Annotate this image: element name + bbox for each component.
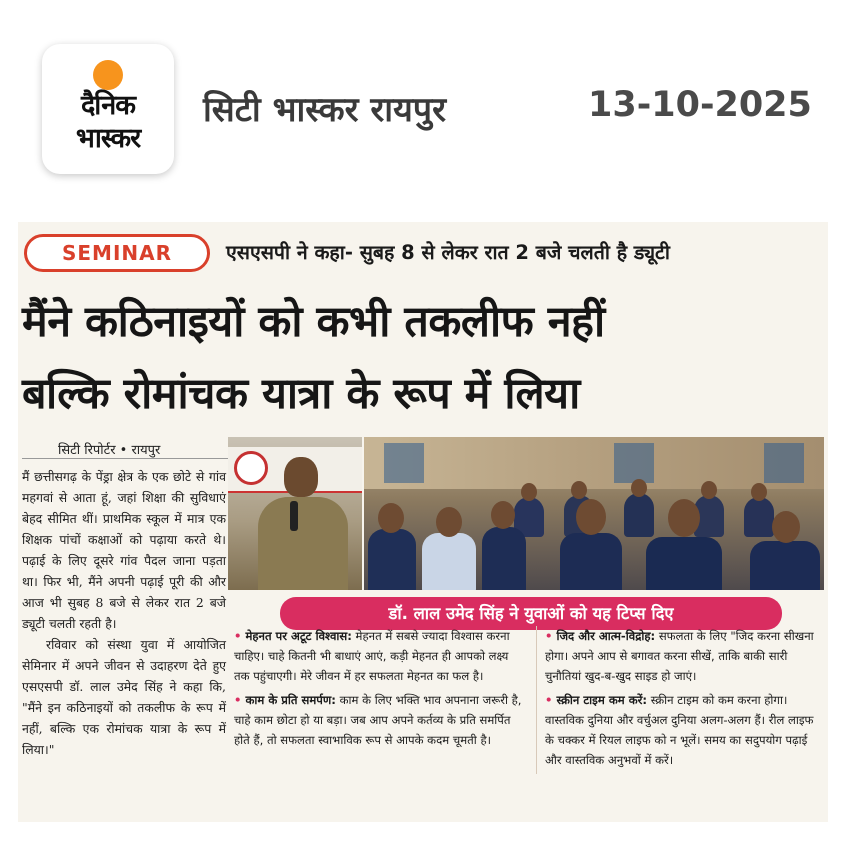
- tip-title: स्क्रीन टाइम कम करें:: [556, 693, 648, 707]
- logo-text-line1: दैनिक: [80, 90, 136, 121]
- tip-title: जिद और आत्म-विद्रोह:: [556, 629, 656, 643]
- tip-item: [234, 690, 524, 750]
- microphone-icon: [290, 501, 298, 531]
- body-paragraph-1: मैं छत्तीसगढ़ के पेंड्रा क्षेत्र के एक छोटे से गांव महगवां से आता हूं, जहां शिक्षा की सुविधाएं बेहद सीमित थीं। प्राथमिक स्कूल में मात्र एक शिक्षक पांचों कक्षाओं को पढ़ाया करते थे। पढ़ाई के लिए दूसरे गांव पैदल जाना पड़ता था। फिर भी, मैंने अपनी पढ़ाई पूरी की और आज भी सुबह 8 बजे से लेकर रात 2 बजे ड्यूटी चलती रहती है।: [22, 469, 226, 631]
- bullet-icon: •: [545, 693, 557, 707]
- byline-divider: [22, 458, 228, 459]
- bullet-icon: •: [234, 629, 246, 643]
- tips-column-right: [536, 626, 824, 774]
- audience-member: [482, 527, 526, 590]
- tip-text: मेहनत में सबसे ज्यादा विश्वास करना चाहिए। चाहे कितनी भी बाधाएं आएं, कड़ी मेहनत ही आपको लक्ष्य तक पहुंचाएगी। मेरे जीवन में हर सफलता मेहनत का फल है।: [234, 629, 510, 683]
- audience-head: [631, 479, 647, 497]
- audience-member: [368, 529, 416, 590]
- news-clipping: [18, 222, 828, 822]
- audience-head: [571, 481, 587, 499]
- window-shape: [764, 443, 804, 483]
- window-shape: [384, 443, 424, 483]
- publication-date: 13-10-2025: [588, 85, 812, 125]
- tips-heading-banner: डॉ. लाल उमेद सिंह ने युवाओं को यह टिप्स दिए: [280, 597, 782, 630]
- audience-member: [750, 541, 820, 590]
- tip-title: मेहनत पर अटूट विश्वास:: [245, 629, 352, 643]
- audience-head: [701, 481, 717, 499]
- audience-head: [576, 499, 606, 535]
- speaker-photo: [228, 437, 362, 590]
- audience-member: [624, 493, 654, 537]
- hall-wall: [364, 437, 824, 489]
- dainik-bhaskar-logo: [42, 44, 174, 174]
- tip-item: [234, 626, 524, 686]
- tip-text: स्क्रीन टाइम को कम करना होगा। वास्तविक दुनिया और वर्चुअल दुनिया अलग-अलग हैं। रील लाइफ के चक्कर में रियल लाइफ को न भूलें। समय का सदुपयोग पढ़ाई और वास्तविक अनुभवों में करें।: [545, 693, 814, 767]
- kicker-line: एसएसपी ने कहा- सुबह 8 से लेकर रात 2 बजे चलती है ड्यूटी: [226, 241, 670, 264]
- article-body: [22, 466, 226, 760]
- audience-head: [491, 501, 515, 529]
- audience-member: [422, 533, 476, 590]
- audience-member: [646, 537, 722, 590]
- headline-line-2: बल्कि रोमांचक यात्रा के रूप में लिया: [22, 369, 580, 419]
- audience-photo: [364, 437, 824, 590]
- logo-text-line2: भास्कर: [75, 123, 141, 154]
- officer-head: [284, 457, 318, 497]
- bullet-icon: •: [545, 629, 557, 643]
- audience-member: [560, 533, 622, 590]
- bullet-icon: •: [234, 693, 246, 707]
- audience-head: [668, 499, 700, 537]
- emblem-icon: [234, 451, 268, 485]
- byline: सिटी रिपोर्टर • रायपुर: [58, 443, 161, 458]
- tip-title: काम के प्रति समर्पण:: [245, 693, 336, 707]
- audience-head: [772, 511, 800, 543]
- audience-head: [436, 507, 462, 537]
- audience-member: [744, 497, 774, 537]
- headline-line-1: मैंने कठिनाइयों को कभी तकलीफ नहीं: [22, 297, 605, 347]
- tip-item: [545, 690, 824, 770]
- tip-text: सफलता के लिए "जिद करना सीखना होगा। अपने आप से बगावत करना सीखें, ताकि बाकी सारी चुनौतियां खुद-ब-खुद साइड हो जाएं।: [545, 629, 814, 683]
- tips-section: [234, 626, 824, 812]
- audience-head: [521, 483, 537, 501]
- tips-column-left: [234, 626, 524, 754]
- body-paragraph-2: रविवार को संस्था युवा में आयोजित सेमिनार में अपने जीवन से उदाहरण देते हुए एसएसपी डॉ. लाल उमेद सिंह ने कहा कि, "मैंने इन कठिनाइयों को तकलीफ के रूप में नहीं, बल्कि एक रोमांचक यात्रा के रूप में लिया।": [22, 637, 226, 757]
- officer-figure: [258, 497, 348, 590]
- edition-title: सिटी भास्कर रायपुर: [203, 90, 447, 130]
- audience-head: [751, 483, 767, 501]
- tip-item: [545, 626, 824, 686]
- tip-text: काम के लिए भक्ति भाव अपनाना जरूरी है, चाहे काम छोटा हो या बड़ा। जब आप अपने कर्तव्य के प्रति समर्पित होते हैं, तो सफलता स्वाभाविक रूप से आपके कदम चूमती है।: [234, 693, 522, 747]
- window-shape: [614, 443, 654, 483]
- logo-sun-icon: [93, 60, 123, 90]
- audience-head: [378, 503, 404, 533]
- section-tag: SEMINAR: [24, 234, 210, 272]
